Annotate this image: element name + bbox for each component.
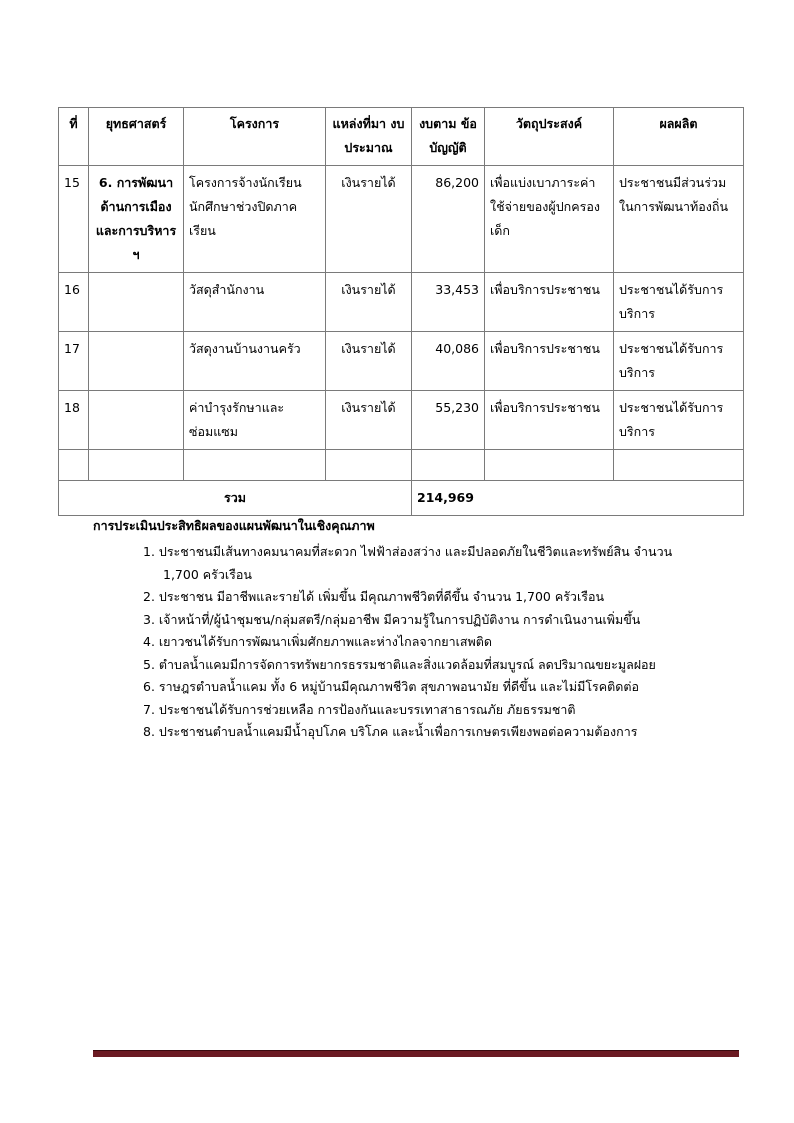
empty-cell [614,450,744,481]
total-label: รวม [59,481,412,516]
cell-source: เงินรายได้ [326,332,412,391]
total-row [59,481,744,516]
cell-no: 17 [59,332,89,391]
table-row [59,166,744,273]
header-output: ผลผลิต [614,108,744,166]
list-item: 8. ประชาชนตำบลน้ำแคมมีน้ำอุปโภค บริโภค และน้ำเพื่อการเกษตรเพียงพอต่อความต้องการ [143,724,638,739]
header-project: โครงการ [184,108,326,166]
cell-no: 15 [59,166,89,273]
header-objective: วัตถุประสงค์ [485,108,614,166]
list-item: 4. เยาวชนได้รับการพัฒนาเพิ่มศักยภาพและห่างไกลจากยาเสพติด [143,634,493,649]
empty-cell [184,450,326,481]
cell-strategy [89,273,184,332]
assessment-list [93,541,753,744]
header-no: ที่ [59,108,89,166]
cell-strategy: 6. การพัฒนาด้านการเมืองและการบริหาร ฯ [89,166,184,273]
cell-output: ประชาชนได้รับการบริการ [614,332,744,391]
list-item: 2. ประชาชน มีอาชีพและรายได้ เพิ่มขึ้น มีคุณภาพชีวิตที่ดีขึ้น จำนวน 1,700 ครัวเรือน [143,589,604,604]
table-header-row [59,108,744,166]
list-item: 6. ราษฎรตำบลน้ำแคม ทั้ง 6 หมู่บ้านมีคุณภาพชีวิต สุขภาพอนามัย ที่ดีขึ้น และไม่มีโรคติดต่อ [143,679,639,694]
header-source: แหล่งที่มา งบประมาณ [326,108,412,166]
cell-project: ค่าบำรุงรักษาและซ่อมแซม [184,391,326,450]
cell-no: 18 [59,391,89,450]
list-item: 3. เจ้าหน้าที่/ผู้นำชุมชน/กลุ่มสตรี/กลุ่มอาชีพ มีความรู้ในการปฏิบัติงาน การดำเนินงานเพิ่มขึ้น [143,611,641,627]
empty-cell [326,450,412,481]
list-item [143,541,753,586]
cell-source: เงินรายได้ [326,391,412,450]
cell-strategy [89,391,184,450]
cell-objective: เพื่อบริการประชาชน [485,273,614,332]
list-item-continuation: 1,700 ครัวเรือน [163,566,252,582]
header-strategy: ยุทธศาสตร์ [89,108,184,166]
empty-cell [89,450,184,481]
cell-output: ประชาชนได้รับการบริการ [614,273,744,332]
list-item: 5. ตำบลน้ำแคมมีการจัดการทรัพยากรธรรมชาติและสิ่งแวดล้อมที่สมบูรณ์ ลดปริมาณขยะมูลฝอย [143,656,656,672]
table-row [59,391,744,450]
table-row-empty [59,450,744,481]
total-value: 214,969 [412,481,744,516]
header-budget: งบตาม ข้อบัญญัติ [412,108,485,166]
empty-cell [412,450,485,481]
empty-cell [59,450,89,481]
cell-budget: 55,230 [412,391,485,450]
cell-output: ประชาชนได้รับการบริการ [614,391,744,450]
cell-strategy [89,332,184,391]
assessment-title: การประเมินประสิทธิผลของแผนพัฒนาในเชิงคุณภาพ [93,518,375,533]
cell-budget: 86,200 [412,166,485,273]
cell-source: เงินรายได้ [326,166,412,273]
cell-project: โครงการจ้างนักเรียนนักศึกษาช่วงปิดภาคเรียน [184,166,326,273]
cell-budget: 40,086 [412,332,485,391]
cell-source: เงินรายได้ [326,273,412,332]
cell-project: วัสดุงานบ้านงานครัว [184,332,326,391]
cell-project: วัสดุสำนักงาน [184,273,326,332]
cell-budget: 33,453 [412,273,485,332]
list-item: 7. ประชาชนได้รับการช่วยเหลือ การป้องกันและบรรเทาสาธารณภัย ภัยธรรมชาติ [143,701,576,717]
list-item-text: 1. ประชาชนมีเส้นทางคมนาคมที่สะดวก ไฟฟ้าส่องสว่าง และมีปลอดภัยในชีวิตและทรัพย์สิน จำนวน [143,544,673,559]
empty-cell [485,450,614,481]
cell-objective: เพื่อบริการประชาชน [485,332,614,391]
cell-objective: เพื่อบริการประชาชน [485,391,614,450]
assessment-section [93,515,753,744]
budget-table [58,107,744,516]
cell-objective: เพื่อแบ่งเบาภาระค่าใช้จ่ายของผู้ปกครองเด็ก [485,166,614,273]
footer-divider [93,1050,739,1057]
cell-no: 16 [59,273,89,332]
cell-output: ประชาชนมีส่วนร่วมในการพัฒนาท้องถิ่น [614,166,744,273]
table-row [59,273,744,332]
table-row [59,332,744,391]
